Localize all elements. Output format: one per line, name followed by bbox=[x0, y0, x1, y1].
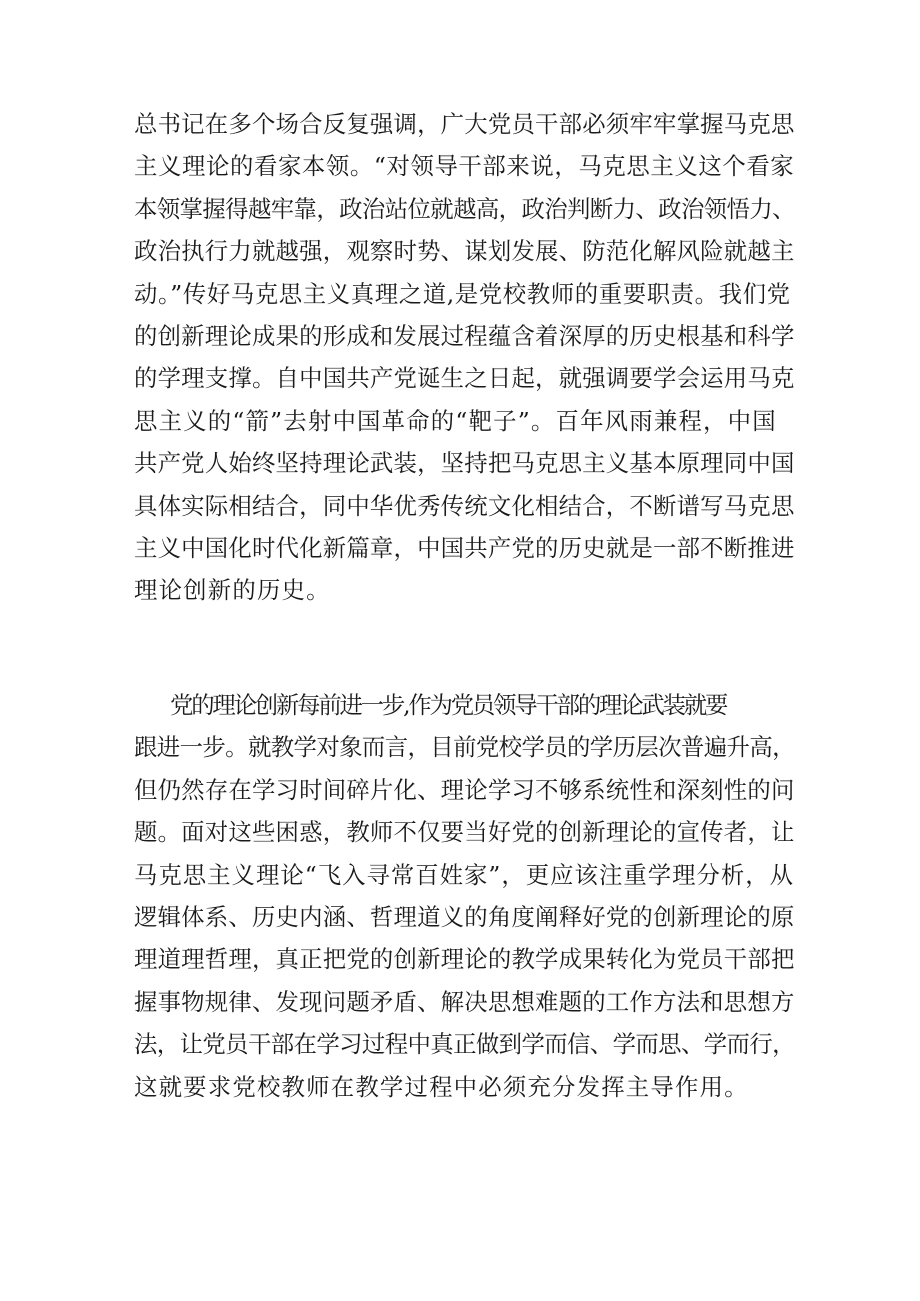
paragraph-line: 主义中国化时代化新篇章，中国共产党的历史就是一部不断推进 bbox=[134, 533, 795, 562]
paragraph-line: 这就要求党校教师在教学过程中必须充分发挥主导作用。 bbox=[134, 1072, 749, 1101]
paragraph-line: 本领掌握得越牢靠，政治站位就越高，政治判断力、政治领悟力、 bbox=[134, 194, 795, 223]
paragraph-line: 逻辑体系、历史内涵、哲理道义的角度阐释好党的创新理论的原 bbox=[134, 902, 795, 931]
paragraph-line: 的学理支撑。自中国共产党诞生之日起，就强调要学会运用马克 bbox=[134, 364, 795, 393]
paragraph-line: 但仍然存在学习时间碎片化、理论学习不够系统性和深刻性的问 bbox=[134, 775, 795, 804]
paragraph-line: 理道理哲理，真正把党的创新理论的教学成果转化为党员干部把 bbox=[134, 945, 795, 974]
paragraph-line: 总书记在多个场合反复强调，广大党员干部必须牢牢掌握马克思 bbox=[134, 110, 795, 138]
paragraph-line: 共产党人始终坚持理论武装，坚持把马克思主义基本原理同中国 bbox=[134, 449, 795, 478]
paragraph-line: 题。面对这些困惑，教师不仅要当好党的创新理论的宣传者，让 bbox=[134, 818, 795, 847]
paragraph-line: 握事物规律、发现问题矛盾、解决思想难题的工作方法和思想方 bbox=[134, 987, 795, 1016]
paragraph-first-line: 党的理论创新每前进一步,作为党员领导干部的理论武装就要 bbox=[170, 691, 727, 719]
paragraph-line: 思主义的“箭”去射中国革命的“靶子”。百年风雨兼程，中国 bbox=[134, 406, 777, 435]
paragraph-line: 政治执行力就越强，观察时势、谋划发展、防范化解风险就越主 bbox=[134, 237, 795, 266]
paragraph-line: 马克思主义理论“飞入寻常百姓家”，更应该注重学理分析，从 bbox=[134, 860, 795, 889]
paragraph-2 bbox=[134, 684, 794, 1108]
paragraph-line: 法，让党员干部在学习过程中真正做到学而信、学而思、学而行， bbox=[134, 1030, 795, 1059]
paragraph-1 bbox=[134, 103, 794, 612]
paragraph-line: 理论创新的历史。 bbox=[134, 576, 331, 605]
paragraph-line: 跟进一步。就教学对象而言，目前党校学员的学历层次普遍升高， bbox=[134, 733, 795, 762]
paragraph-line: 主义理论的看家本领。“对领导干部来说，马克思主义这个看家 bbox=[134, 152, 795, 181]
paragraph-line: 具体实际相结合，同中华优秀传统文化相结合，不断谱写马克思 bbox=[134, 491, 795, 520]
paragraph-line: 的创新理论成果的形成和发展过程蕴含着深厚的历史根基和科学 bbox=[134, 321, 795, 350]
paragraph-line: 动。”传好马克思主义真理之道,是党校教师的重要职责。我们党 bbox=[134, 279, 791, 308]
